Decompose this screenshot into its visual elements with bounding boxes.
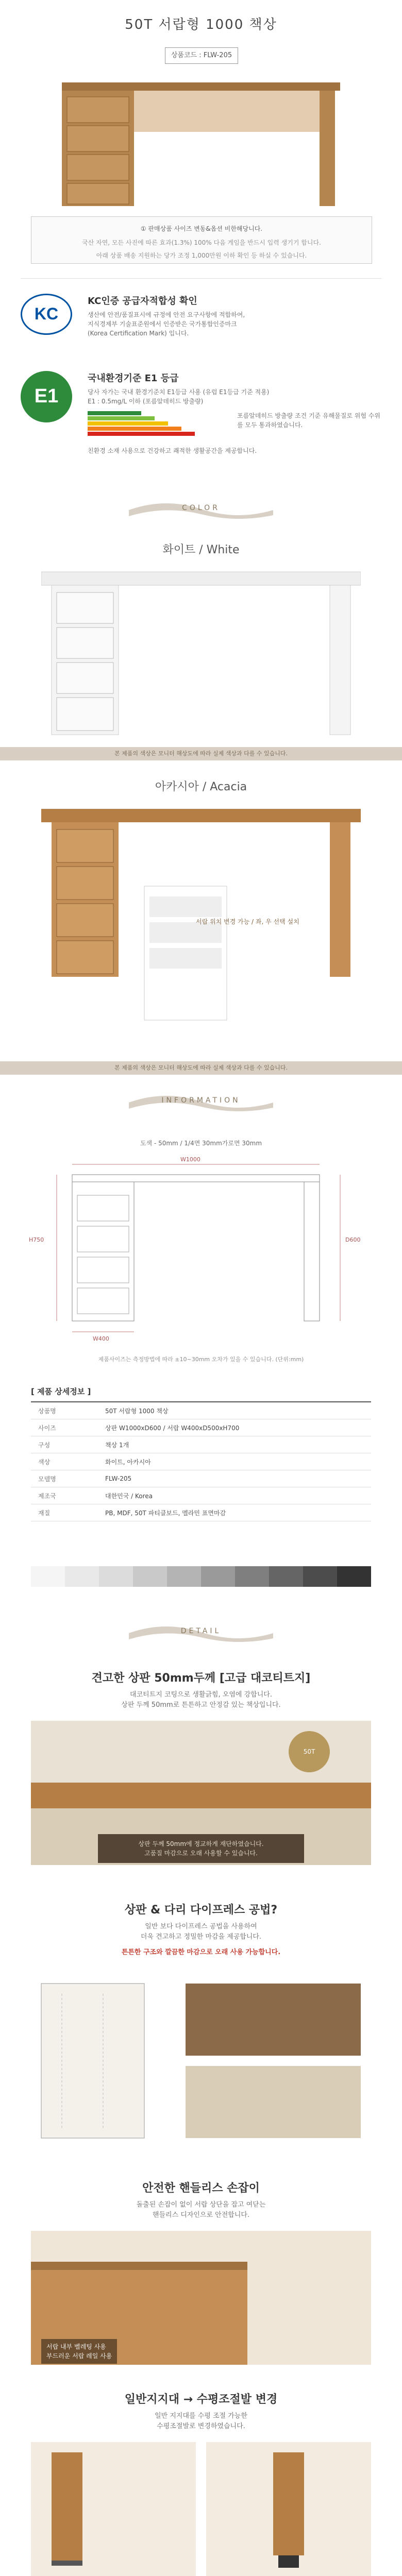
dimension-diagram [41,1154,361,1340]
energy-grade-bars [88,411,222,442]
detail-sub-2a: 일반 보다 다이프레스 공법을 사용하여 [145,1923,257,1930]
detail-heading-diepress: 상판 & 다리 다이프레스 공법? [124,1904,278,1917]
e1-desc-2: E1 : 0.5mg/L 이하 (포름알데히드 방출량) [88,398,204,405]
color-band-label: COLOR [182,504,220,512]
dim-drawer-label: W400 [93,1335,109,1342]
kc-desc-2: 지식경제부 기술표준원에서 인증받은 국가통합인증마크 [88,320,237,328]
product-code-chip: 상품코드 : FLW-205 [165,47,238,64]
detail-sub-2b: 더욱 견고하고 정밀한 마감을 제공합니다. [140,1933,262,1941]
e1-logo: E1 [21,371,72,422]
spec-row: 사이즈 상판 W1000xD600 / 서랍 W400xD500xH700 [31,1419,371,1436]
thickness-badge: 50T [289,1731,330,1772]
detail-sub-4a: 일반 지지대를 수평 조절 가능한 [155,2412,247,2420]
spec-row: 제조국 대한민국 / Korea [31,1487,371,1504]
detail-heading-handleless: 안전한 핸들리스 손잡이 [142,2182,260,2195]
diepress-diagram [31,1973,371,2148]
detail-heading-thickness: 견고한 상판 50mm두께 [고급 대코티트지] [91,1672,311,1685]
divider [21,278,381,279]
white-color-caption: 본 제품의 색상은 모니터 해상도에 따라 실제 색상과 다를 수 있습니다. [0,747,402,760]
e1-cert-row [21,371,381,453]
hero-desk-image [62,72,340,206]
kc-cert-row [21,294,381,350]
acacia-color-label: 아카시아 / Acacia [155,781,247,793]
white-color-label: 화이트 / White [162,544,240,556]
dim-height-label: H750 [29,1236,44,1243]
dimension-caption: 제품사이즈는 측정방법에 따라 ±10~30mm 오차가 있을 수 있습니다. (단위:mm) [98,1356,304,1363]
spec-table [31,1401,371,1521]
spec-row: 모델명 FLW-205 [31,1470,371,1487]
kc-desc-3: (Korea Certification Mark) 입니다. [88,330,189,337]
notice-line-2: 국산 자연, 모든 사진에 따른 효과(1.3%) 100% 다음 게임을 반드시 입력 생기기 합니다. [82,239,321,246]
kc-logo: KC [21,294,72,335]
notice-line-1: ① 판매상품 사이즈 변동&옵션 비한해당니다. [140,225,263,232]
spec-row: 구성 책상 1개 [31,1436,371,1453]
kc-title: KC인증 공급자적합성 확인 [88,296,197,307]
detail-sub-4b: 수평조절발로 변경하였습니다. [157,2422,245,2430]
drawer-caption: 서랍 내부 벨레팅 사용 부드러운 서랍 레일 사용 [41,2339,117,2364]
leveler-photo-before [31,2442,196,2576]
drawer-note: 서랍 위치 변경 가능 / 좌, 우 선택 설치 [196,918,299,925]
acacia-color-caption: 본 제품의 색상은 모니터 해상도에 따라 실제 색상과 다를 수 있습니다. [0,1061,402,1075]
detail-band-label: DETAIL [180,1627,222,1635]
leveler-photo-after [206,2442,371,2576]
e1-title: 국내환경기준 E1 등급 [88,373,179,384]
notice-line-3: 아래 상품 배송 지원하는 당가 조정 1,000만원 이하 확인 등 하실 수 있습니다. [96,252,307,259]
dimension-note: 도색 - 50mm / 1/4면 30mm가로면 30mm [140,1140,262,1147]
detail-sub-3a: 돌출된 손잡이 없이 서랍 상단을 잡고 여닫는 [136,2201,266,2209]
detail-sub-1b: 상판 두께 50mm로 튼튼하고 안정감 있는 책상입니다. [121,1701,281,1709]
e1-desc-4: 친환경 소재 사용으로 건강하고 쾌적한 생활공간을 제공합니다. [88,447,257,454]
thickness-caption: 상판 두께 50mm에 정교하게 재단하였습니다. 고품질 마감으로 오래 사용할 수 있습니다. [98,1834,304,1863]
white-desk-image [41,567,361,737]
detail-heading-leveler: 일반지지대 → 수평조절발 변경 [124,2393,278,2406]
spec-row: 색상 화이트, 아카시아 [31,1453,371,1470]
color-swatch-strip [31,1566,371,1587]
dim-width-label: W1000 [180,1156,200,1163]
spec-row: 상품명 50T 서랍형 1000 책상 [31,1402,371,1419]
notice-box [31,216,372,264]
product-title: 50T 서랍형 1000 책상 [125,17,277,32]
dim-depth-label: D600 [345,1236,361,1243]
detail-sub-1a: 대코티트지 코팅으로 생활긁힘, 오염에 강합니다. [130,1691,272,1699]
kc-desc-1: 생산에 안전/품질표시에 규정에 안전 요구사항에 적합하여, [88,311,245,318]
spec-row: 재질 PB, MDF, 50T 파티클보드, 멜라민 표면마감 [31,1504,371,1521]
e1-desc-1: 당사 자가는 국내 환경기준치 E1등급 사용 (유럽 E1등급 기준 적용) [88,388,270,396]
information-band-label: INFORMATION [161,1096,241,1105]
e1-desc-3: 포름알데히드 방출량 조건 기준 유해물질로 위험 수위를 모두 통과하였습니다. [237,412,380,429]
detail-sub-3b: 핸들리스 디자인으로 안전합니다. [152,2211,250,2219]
detail-sub-2c: 튼튼한 구조와 깔끔한 마감으로 오래 사용 가능합니다. [121,1948,281,1956]
spec-heading: [ 제품 상세정보 ] [31,1387,91,1396]
